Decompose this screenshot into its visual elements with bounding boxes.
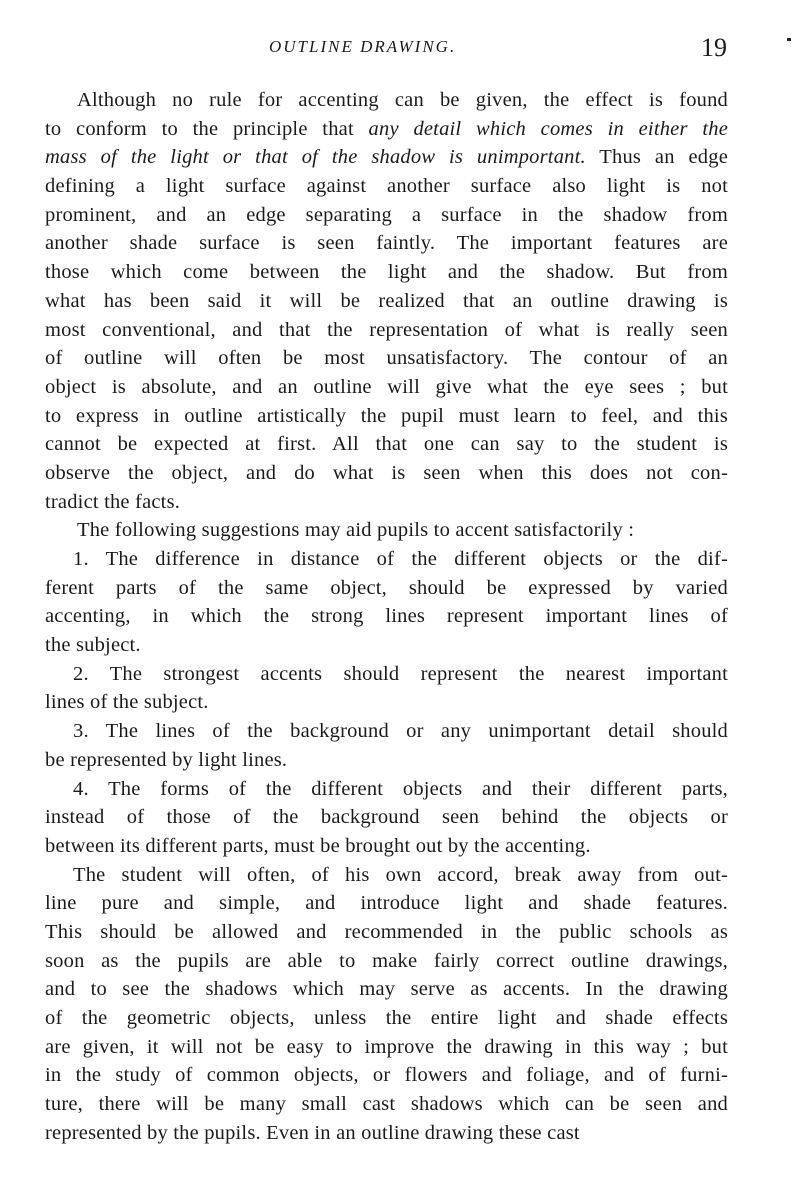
text-line xyxy=(45,947,728,976)
text-line xyxy=(45,803,728,832)
text-line xyxy=(45,258,728,287)
paragraph xyxy=(45,86,728,516)
text-line xyxy=(45,602,728,631)
text-line xyxy=(45,287,728,316)
page-number: 19 xyxy=(701,33,727,62)
paragraph xyxy=(45,516,728,545)
text-line xyxy=(45,918,728,947)
text-line xyxy=(45,516,728,545)
text-run: object is absolute, and an outline will give what the eye sees ; but xyxy=(45,375,728,398)
text-run: This should be allowed and recommended in the public schools as xyxy=(45,920,728,943)
text-run: of the geometric objects, unless the entire light and shade effects xyxy=(45,1007,728,1029)
text-line xyxy=(45,115,728,144)
running-header xyxy=(0,34,800,64)
print-mark xyxy=(787,38,791,41)
text-run: defining a light surface against another surface also light is not xyxy=(45,175,728,198)
text-line xyxy=(45,832,728,861)
text-run: ture, there will be many small cast shadows which can be seen and xyxy=(45,1093,728,1116)
text-run: to express in outline artistically the pupil must learn to feel, and this xyxy=(45,404,728,427)
text-line xyxy=(45,775,728,804)
text-run: accenting, in which the strong lines represent important lines of xyxy=(45,605,728,628)
text-run: are given, it will not be easy to improve the drawing in this way ; but xyxy=(45,1035,728,1058)
list-item xyxy=(45,660,728,717)
text-line xyxy=(45,373,728,402)
running-title: OUTLINE DRAWING. xyxy=(269,37,457,56)
body-text xyxy=(45,86,728,1147)
text-line xyxy=(45,229,728,258)
text-line xyxy=(45,430,728,459)
text-run: line pure and simple, and introduce light and shade features. xyxy=(45,892,728,915)
text-run: what has been said it will be realized that an outline drawing is xyxy=(45,289,728,312)
text-line xyxy=(45,975,728,1004)
text-line xyxy=(45,631,728,660)
text-run: 2. The strongest accents should represent the nearest important xyxy=(73,662,728,685)
text-run: 3. The lines of the background or any unimportant detail should xyxy=(73,720,728,743)
text-line xyxy=(45,545,728,574)
text-run: instead of those of the background seen behind the objects or xyxy=(45,806,728,829)
text-run: Thus an edge xyxy=(585,146,728,169)
text-run: and to see the shadows which may serve as accents. In the drawing xyxy=(45,978,728,1001)
text-run: 4. The forms of the different objects and their different parts, xyxy=(73,777,728,800)
text-run: of outline will often be most unsatisfactory. The contour of an xyxy=(45,347,728,370)
text-run: The following suggestions may aid pupils to accent satisfactorily : xyxy=(77,519,635,542)
text-line xyxy=(45,1004,728,1033)
text-line xyxy=(45,143,728,172)
text-run: the subject. xyxy=(45,634,141,657)
text-run: be represented by light lines. xyxy=(45,748,288,771)
text-run: in the study of common objects, or flowers and foliage, and of furni- xyxy=(45,1064,728,1087)
text-line xyxy=(45,172,728,201)
text-line xyxy=(45,316,728,345)
text-line xyxy=(45,717,728,746)
text-line xyxy=(45,746,728,775)
text-run: between its different parts, must be brought out by the accenting. xyxy=(45,834,591,857)
paragraph xyxy=(45,861,728,1148)
text-line xyxy=(45,574,728,603)
text-run: prominent, and an edge separating a surface in the shadow from xyxy=(45,203,728,226)
text-run: observe the object, and do what is seen when this does not con- xyxy=(45,461,728,484)
text-run: 1. The difference in distance of the different objects or the dif- xyxy=(73,548,728,570)
text-line xyxy=(45,201,728,230)
text-line xyxy=(45,1033,728,1062)
text-run: tradict the facts. xyxy=(45,490,181,513)
text-run: cannot be expected at first. All that one can say to the student is xyxy=(45,433,728,456)
text-run: those which come between the light and the shadow. But from xyxy=(45,261,728,284)
text-line xyxy=(45,86,728,115)
text-run: lines of the subject. xyxy=(45,691,209,714)
text-run: ferent parts of the same object, should be expressed by varied xyxy=(45,576,728,599)
italic-text: any detail which comes in either the xyxy=(368,117,728,140)
text-line xyxy=(45,1119,728,1148)
text-line xyxy=(45,660,728,689)
list-item xyxy=(45,545,728,660)
text-run: The student will often, of his own accord, break away from out- xyxy=(73,863,728,886)
text-line xyxy=(45,402,728,431)
text-run: soon as the pupils are able to make fairly correct outline drawings, xyxy=(45,949,728,972)
list-item xyxy=(45,775,728,861)
text-line xyxy=(45,344,728,373)
text-line xyxy=(45,1090,728,1119)
text-line xyxy=(45,488,728,517)
text-run: Although no rule for accenting can be given, the effect is found xyxy=(77,89,728,111)
list-item xyxy=(45,717,728,774)
text-line xyxy=(45,1061,728,1090)
italic-text: mass of the light or that of the shadow is unimportant. xyxy=(45,146,586,169)
text-line xyxy=(45,861,728,890)
text-line xyxy=(45,889,728,918)
text-line xyxy=(45,688,728,717)
text-run: represented by the pupils. Even in an outline drawing these cast xyxy=(45,1121,580,1144)
text-line xyxy=(45,459,728,488)
text-run: another shade surface is seen faintly. The important features are xyxy=(45,232,728,255)
text-run: most conventional, and that the representation of what is really seen xyxy=(45,318,728,341)
text-run: to conform to the principle that xyxy=(45,117,369,140)
